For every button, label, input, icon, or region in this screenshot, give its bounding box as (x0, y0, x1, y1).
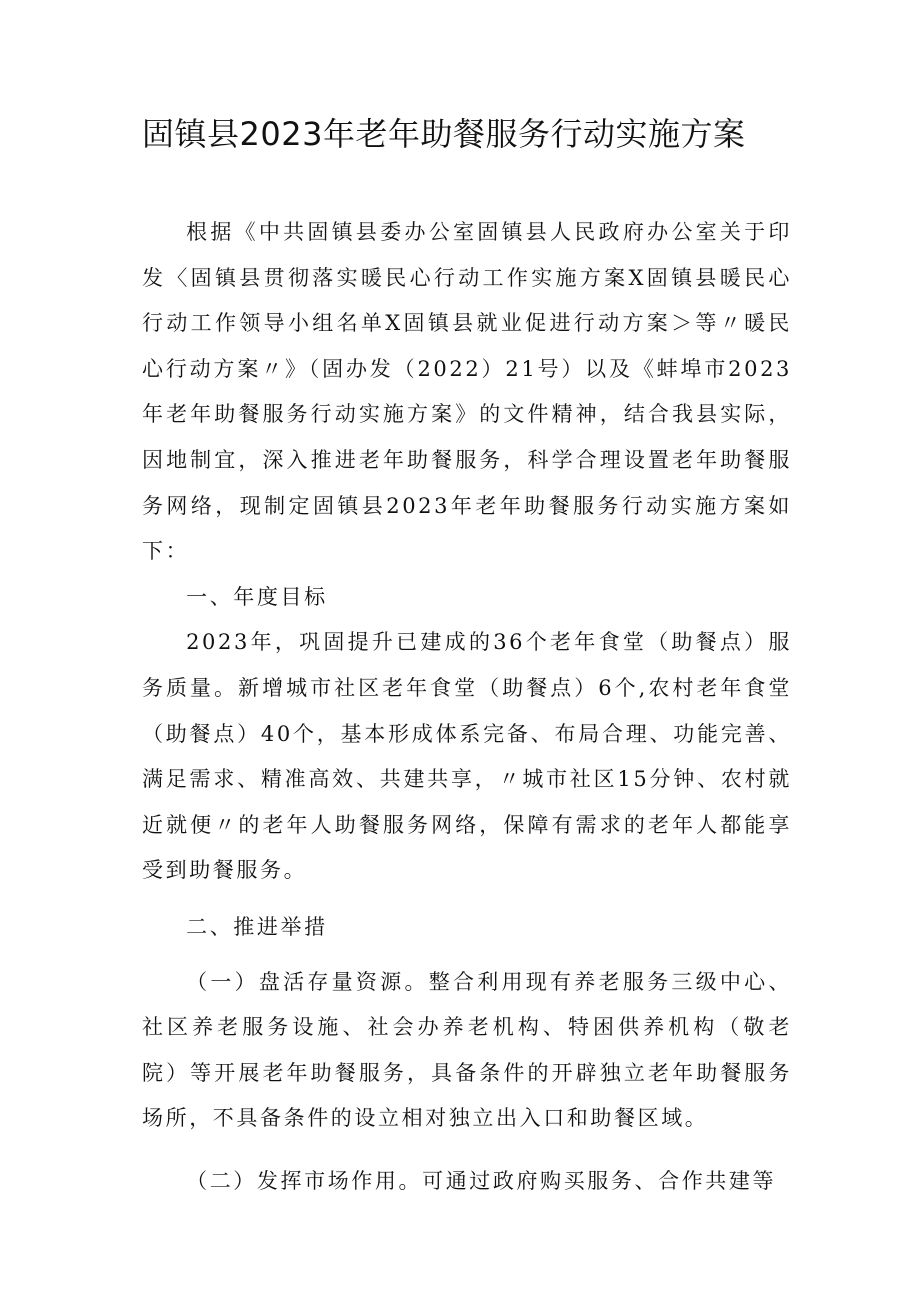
intro-paragraph: 根据《中共固镇县委办公室固镇县人民政府办公室关于印发〈固镇县贯彻落实暖民心行动工作实施方案X固镇县暖民心行动工作领导小组名单X固镇县就业促进行动方案＞等〃暖民心行动方案〃》（固办发（2022）21号）以及《蚌埠市2023年老年助餐服务行动实施方案》的文件精神，结合我县实际，因地制宜，深入推进老年助餐服务，科学合理设置老年助餐服务网络，现制定固镇县2023年老年助餐服务行动实施方案如下： (142, 220, 792, 564)
measure-2-paragraph: （二）发挥市场作用。可通过政府购买服务、合作共建等 (186, 1168, 777, 1193)
section-heading-measures: 二、推进举措 (186, 914, 328, 939)
goals-paragraph: 2023年，巩固提升已建成的36个老年食堂（助餐点）服务质量。新增城市社区老年食堂（助餐点）6个,农村老年食堂（助餐点）40个，基本形成体系完备、布局合理、功能完善、满足需求、精准高效、共建共享，〃城市社区15分钟、农村就近就便〃的老年人助餐服务网络，保障有需求的老年人都能享受到助餐服务。 (142, 630, 792, 883)
document-body (142, 210, 792, 1204)
document-title: 固镇县2023年老年助餐服务行动实施方案 (142, 115, 746, 153)
section-heading-goals: 一、年度目标 (186, 584, 328, 609)
measure-1-paragraph: （一）盘活存量资源。整合利用现有养老服务三级中心、社区养老服务设施、社会办养老机构、特困供养机构（敬老院）等开展老年助餐服务，具备条件的开辟独立老年助餐服务场所，不具备条件的设立相对独立出入口和助餐区域。 (142, 969, 792, 1131)
